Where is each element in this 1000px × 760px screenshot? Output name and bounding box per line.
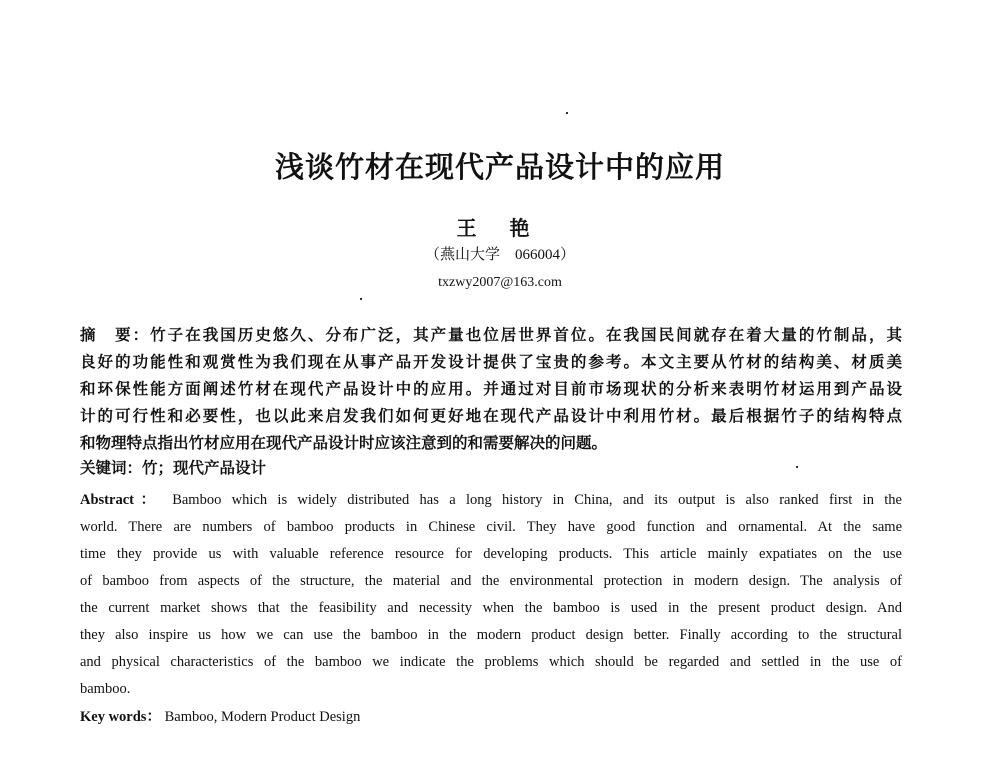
abstract-en-line: and physical characteristics of the bamboo we indicate the problems which should be regarded and settled in the use of	[80, 654, 902, 670]
abstract-en-line: bamboo.	[80, 681, 131, 697]
keywords-cn-label: 关键词：	[80, 460, 143, 477]
abstract-cn-label: 摘 要：	[80, 327, 151, 344]
abstract-en-line: the current market shows that the feasibility and necessity when the bamboo is used in the present product design. And	[80, 600, 902, 616]
abstract-cn-line: 良好的功能性和观赏性为我们现在从事产品开发设计提供了宝贵的参考。本文主要从竹材的结构美、材质美	[80, 354, 902, 371]
scan-speck	[566, 112, 568, 114]
scan-speck	[360, 298, 362, 300]
abstract-cn-text: 竹子在我国历史悠久、分布广泛，其产量也位居世界首位。在我国民间就存在着大量的竹制品，其	[150, 327, 902, 344]
abstract-en-line: of bamboo from aspects of the structure, the material and the environmental protection in modern design. The analysis of	[80, 573, 902, 589]
keywords-cn-value: 竹；现代产品设计	[142, 460, 267, 477]
keywords-en-value: Bamboo, Modern Product Design	[164, 709, 361, 725]
abstract-cn-line	[80, 326, 902, 346]
abstract-en-line: they also inspire us how we can use the bamboo in the modern product design better. Finally according to the structural	[80, 627, 902, 643]
abstract-en-line: world. There are numbers of bamboo products in Chinese civil. They have good function and ornamental. At the same	[80, 519, 902, 535]
abstract-en-line	[80, 490, 902, 510]
author-affiliation: （燕山大学 066004）	[424, 247, 575, 263]
abstract-en-line: time they provide us with valuable reference resource for developing products. This article mainly expatiates on the use	[80, 546, 902, 562]
author-email: txzwy2007@163.com	[438, 275, 562, 290]
keywords-cn	[80, 459, 902, 479]
abstract-cn-line: 和物理特点指出竹材应用在现代产品设计时应该注意到的和需要解决的问题。	[80, 435, 608, 452]
abstract-en-text: Bamboo which is widely distributed has a long history in China, and its output is also ranked first in the	[172, 492, 902, 508]
abstract-cn-line: 和环保性能方面阐述竹材在现代产品设计中的应用。并通过对目前市场现状的分析来表明竹材运用到产品设	[80, 381, 902, 398]
abstract-en-label: Abstract：	[80, 492, 162, 508]
keywords-en	[80, 707, 902, 727]
abstract-cn-line: 计的可行性和必要性，也以此来启发我们如何更好地在现代产品设计中利用竹材。最后根据竹子的结构特点	[80, 408, 902, 425]
keywords-en-label: Key words：	[80, 709, 161, 725]
paper-title: 浅谈竹材在现代产品设计中的应用	[274, 152, 725, 184]
author-name: 王 艳	[456, 218, 544, 240]
